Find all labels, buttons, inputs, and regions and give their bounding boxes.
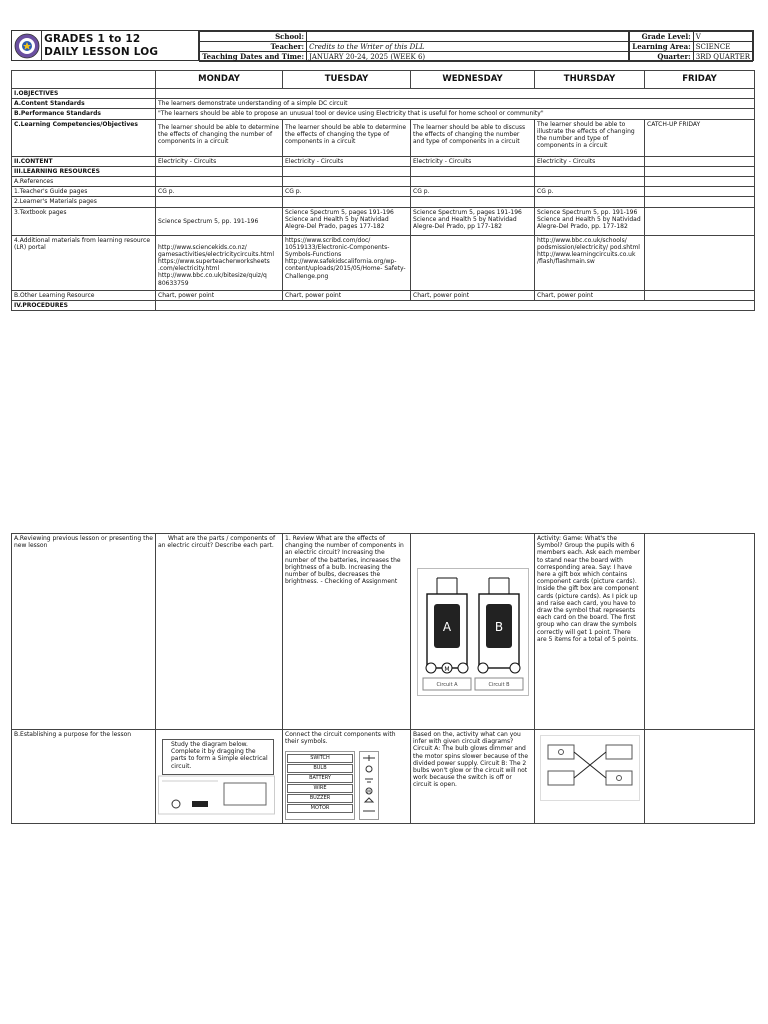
content-heading: II.CONTENT <box>12 156 156 166</box>
symbol-matching-diagram <box>540 735 640 801</box>
references-label: A.References <box>12 177 156 187</box>
tg-monday: CG p. <box>156 187 283 197</box>
grade-label: Grade Level: <box>630 32 693 42</box>
additional-materials-thursday: http://www.bbc.co.uk/schools/ podsmission/electricity/ pod.shtml http://www.learningcircuits.co.uk /flash/flashmain.sw <box>535 235 645 290</box>
deped-seal-icon <box>12 31 42 60</box>
title-line-2: DAILY LESSON LOG <box>44 46 159 58</box>
procedure-b-tuesday <box>283 730 411 824</box>
additional-materials-tuesday: https://www.scribd.com/doc/ 10519133/Electronic-Components- Symbols-Functions http://www.safekidscalifornia.org/wp- content/uploads/2015/05/Home- Safety-Challenge.png <box>283 235 411 290</box>
performance-standards-label: B.Performance Standards <box>12 109 156 119</box>
grade-value: V <box>693 32 752 42</box>
circuit-a-b-diagram <box>417 568 529 696</box>
circuit-a-caption: Circuit A <box>435 681 458 688</box>
performance-standards-text: "The learners should be able to propose an unusual tool or device using Electricity that is useful for home school or community" <box>156 109 755 119</box>
other-resource-label: B.Other Learning Resource <box>12 290 156 300</box>
procedures-heading: IV.PROCEDURES <box>12 300 156 310</box>
content-tuesday: Electricity - Circuits <box>283 156 411 166</box>
component-symbol-list <box>359 751 379 819</box>
other-resource-monday: Chart, power point <box>156 290 283 300</box>
content-monday: Electricity - Circuits <box>156 156 283 166</box>
tg-wednesday: CG p. <box>411 187 535 197</box>
area-value: SCIENCE <box>693 42 752 52</box>
day-friday: FRIDAY <box>645 71 755 89</box>
area-label: Learning Area: <box>630 42 693 52</box>
component-name-item: BATTERY <box>287 774 353 783</box>
teacher-value: Credits to the Writer of this DLL <box>307 42 629 52</box>
competencies-label: C.Learning Competencies/Objectives <box>12 119 156 156</box>
document-title <box>42 31 199 60</box>
quarter-label: Quarter: <box>630 52 693 62</box>
objectives-heading: I.OBJECTIVES <box>12 89 156 99</box>
procedure-a-label: A.Reviewing previous lesson or presenting the new lesson <box>12 534 156 730</box>
textbook-wednesday: Science Spectrum 5, pages 191-196 Science and Health 5 by Natividad Alegre-Del Prado, pp 177-182 <box>411 207 535 235</box>
procedures-table <box>11 533 755 824</box>
procedure-a-monday: What are the parts / components of an electric circuit? Describe each part. <box>156 534 283 730</box>
procedure-a-wednesday <box>411 534 535 730</box>
procedure-a-tuesday: 1. Review What are the effects of changing the number of components in an electric circuit? Increasing the number of the batteries, increases the brightness of a bulb. Increasing the number of bulbs, decreases the brightness. - Checking of Assignment <box>283 534 411 730</box>
lm-label: 2.Learner's Materials pages <box>12 197 156 207</box>
content-thursday: Electricity - Circuits <box>535 156 645 166</box>
teacher-label: Teacher: <box>200 42 307 52</box>
school-value <box>307 32 629 42</box>
component-name-item: BULB <box>287 764 353 773</box>
header <box>11 30 754 61</box>
tg-tuesday: CG p. <box>283 187 411 197</box>
component-name-item: WIRE <box>287 784 353 793</box>
procedure-a-thursday: Activity: Game: What's the Symbol? Group the pupils with 6 members each. Ask each member to stand near the board with corresponding area. Say: I have here a gift box which contains component cards (picture cards). Inside the gift box are component cards (picture cards). As I pick up and raise each card, you have to draw the symbol that represents each card on the board. The first group who can draw the symbols correctly will get 1 point. There are 5 items for a total of 5 points. <box>535 534 645 730</box>
day-tuesday: TUESDAY <box>283 71 411 89</box>
competency-tuesday: The learner should be able to determine the effects of changing the type of components in a circuit <box>283 119 411 156</box>
circuit-b-caption: Circuit B <box>487 681 510 688</box>
other-resource-wednesday: Chart, power point <box>411 290 535 300</box>
component-name-list <box>285 751 355 819</box>
component-name-item: SWITCH <box>287 754 353 763</box>
additional-materials-label: 4.Additional materials from learning resource (LR) portal <box>12 235 156 290</box>
svg-text:M: M <box>367 789 371 795</box>
textbook-thursday: Science Spectrum 5, pp. 191-196 Science and Health 5 by Natividad Alegre-Del Prado, pp. 177-182 <box>535 207 645 235</box>
component-name-item: BUZZER <box>287 794 353 803</box>
corner-cell <box>12 71 156 89</box>
other-resource-tuesday: Chart, power point <box>283 290 411 300</box>
circuit-b-letter: B <box>494 619 503 634</box>
incomplete-circuit-diagram <box>158 775 276 815</box>
competency-thursday: The learner should be able to illustrate the effects of changing the number and type of components in a circuit <box>535 119 645 156</box>
svg-text:M: M <box>443 665 450 673</box>
procedure-b-label: B.Establishing a purpose for the lesson <box>12 730 156 824</box>
content-wednesday: Electricity - Circuits <box>411 156 535 166</box>
competency-friday: CATCH-UP FRIDAY <box>645 119 755 156</box>
day-monday: MONDAY <box>156 71 283 89</box>
procedure-b-tuesday-text: Connect the circuit components with their symbols. <box>285 731 396 746</box>
other-resource-thursday: Chart, power point <box>535 290 645 300</box>
day-wednesday: WEDNESDAY <box>411 71 535 89</box>
tg-thursday: CG p. <box>535 187 645 197</box>
additional-materials-monday: http://www.sciencekids.co.nz/ gamesactivities/electricitycircuits.html https://www.superteacherworksheets .com/electricity.html http://www.bbc.co.uk/bitesize/quiz/q 80633759 <box>156 235 283 290</box>
day-thursday: THURSDAY <box>535 71 645 89</box>
content-standards-text: The learners demonstrate understanding of a simple DC circuit <box>156 99 755 109</box>
quarter-value: 3RD QUARTER <box>693 52 752 62</box>
competency-monday: The learner should be able to determine the effects of changing the number of components in a circuit <box>156 119 283 156</box>
content-standards-label: A.Content Standards <box>12 99 156 109</box>
resources-heading: III.LEARNING RESOURCES <box>12 166 156 176</box>
procedure-b-monday <box>156 730 283 824</box>
textbook-label: 3.Textbook pages <box>12 207 156 235</box>
circuit-a-letter: A <box>442 619 451 634</box>
component-name-item: MOTOR <box>287 804 353 813</box>
lesson-log-table <box>11 70 755 311</box>
dates-label: Teaching Dates and Time: <box>200 52 307 62</box>
title-line-1: GRADES 1 to 12 <box>44 33 141 45</box>
tg-label: 1.Teacher's Guide pages <box>12 187 156 197</box>
dates-value: JANUARY 20-24, 2025 (WEEK 6) <box>307 52 629 62</box>
procedure-b-wednesday: Based on the, activity what can you infer with given circuit diagrams? Circuit A: The bulb glows dimmer and the motor spins slower because of the divided power supply. Circuit B: The 2 bulbs won't glow or the circuit will not work because the switch is off or circuit is open. <box>411 730 535 824</box>
textbook-monday: Science Spectrum 5, pp. 191-196 <box>156 207 283 235</box>
drag-instruction-box: Study the diagram below. Complete it by dragging the parts to form a Simple electrical circuit. <box>162 739 274 775</box>
competency-wednesday: The learner should be able to discuss the effects of changing the number and type of components in a circuit <box>411 119 535 156</box>
procedure-b-thursday <box>535 730 645 824</box>
school-label: School: <box>200 32 307 42</box>
textbook-tuesday: Science Spectrum 5, pages 191-196 Science and Health 5 by Natividad Alegre-Del Prado, pages 177-182 <box>283 207 411 235</box>
